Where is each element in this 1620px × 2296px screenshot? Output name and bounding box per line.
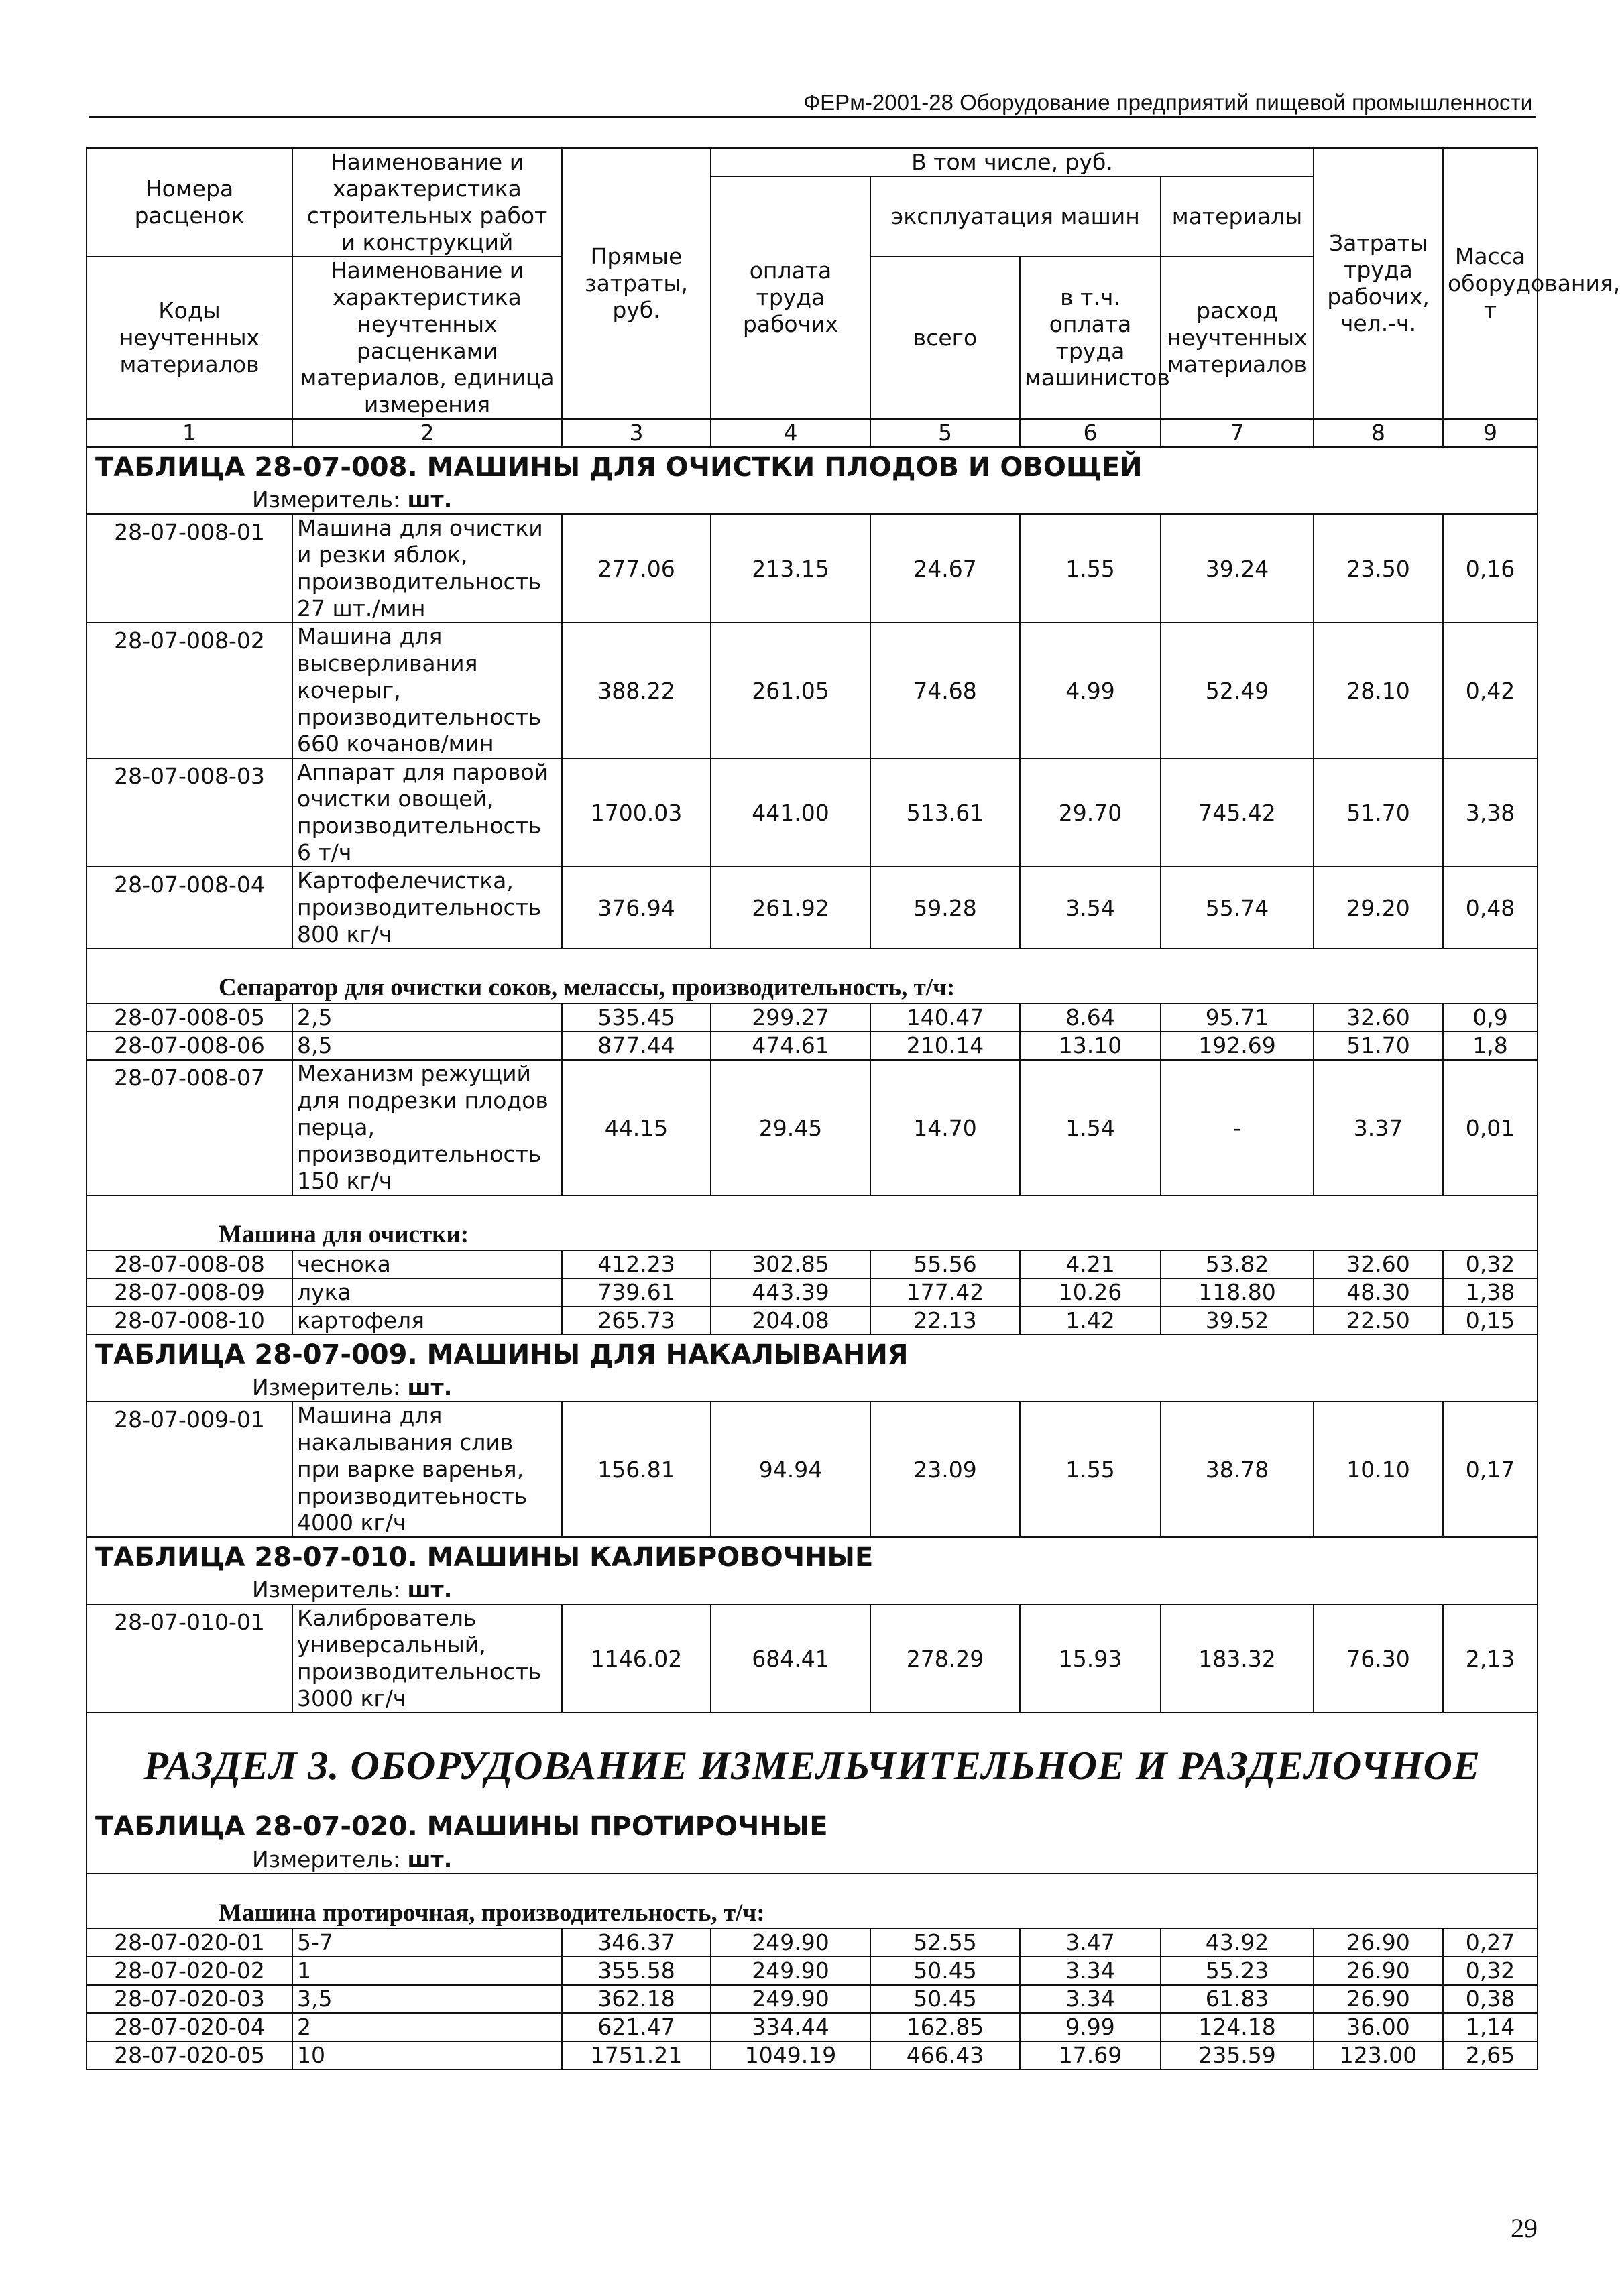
rate-name: Машина для накалывания слив при варке варенья, производитеьность 4000 кг/ч — [292, 1402, 562, 1537]
cell: 52.49 — [1161, 623, 1314, 758]
rate-name: 2,5 — [292, 1004, 562, 1032]
table-title-010: ТАБЛИЦА 28-07-010. МАШИНЫ КАЛИБРОВОЧНЫЕ — [95, 1542, 874, 1573]
cell: 23.50 — [1314, 514, 1443, 623]
cell: 156.81 — [562, 1402, 711, 1537]
cell: 441.00 — [711, 758, 870, 867]
rate-name: Картофелечистка, производительность 800 кг/ч — [292, 867, 562, 949]
cell: 28.10 — [1314, 623, 1443, 758]
cell: 23.09 — [870, 1402, 1020, 1537]
col-head-7: расход неучтенных материалов — [1161, 257, 1314, 419]
subheading-row — [86, 1874, 1538, 1929]
table-row — [86, 1032, 1538, 1060]
rate-code: 28-07-008-08 — [86, 1250, 292, 1278]
rate-name: 2 — [292, 2013, 562, 2041]
rate-code: 28-07-009-01 — [86, 1402, 292, 1537]
cell: 8.64 — [1020, 1004, 1161, 1032]
cell: 0,9 — [1443, 1004, 1538, 1032]
rate-code: 28-07-010-01 — [86, 1604, 292, 1713]
cell: 13.10 — [1020, 1032, 1161, 1060]
rate-code: 28-07-008-09 — [86, 1278, 292, 1307]
rate-name: Аппарат для паровой очистки овощей, производительность 6 т/ч — [292, 758, 562, 867]
meter-020: Измеритель: шт. — [252, 1846, 453, 1872]
rate-code: 28-07-020-02 — [86, 1957, 292, 1985]
cell: 0,38 — [1443, 1985, 1538, 2013]
subheading-cleaning: Машина для очистки: — [219, 1221, 469, 1248]
cell: 376.94 — [562, 867, 711, 949]
table-row — [86, 2041, 1538, 2069]
cell: 362.18 — [562, 1985, 711, 2013]
cell: 261.05 — [711, 623, 870, 758]
cell: 74.68 — [870, 623, 1020, 758]
rate-code: 28-07-008-06 — [86, 1032, 292, 1060]
table-row — [86, 1957, 1538, 1985]
cell: 0,32 — [1443, 1957, 1538, 1985]
table-row — [86, 758, 1538, 867]
cell: 1146.02 — [562, 1604, 711, 1713]
rate-name: Машина для очистки и резки яблок, производительность 27 шт./мин — [292, 514, 562, 623]
col-head-mach: эксплуатация машин — [870, 176, 1161, 257]
table-title-row — [86, 1537, 1538, 1604]
meter-008: Измеритель: шт. — [252, 487, 453, 513]
col-head-5: всего — [870, 257, 1020, 419]
rate-code: 28-07-020-05 — [86, 2041, 292, 2069]
table-row — [86, 1985, 1538, 2013]
cell: 1,38 — [1443, 1278, 1538, 1307]
cell: 24.67 — [870, 514, 1020, 623]
cell: 235.59 — [1161, 2041, 1314, 2069]
cell: 3.34 — [1020, 1985, 1161, 2013]
table-row — [86, 1250, 1538, 1278]
cell: 249.90 — [711, 1957, 870, 1985]
cell: 10.10 — [1314, 1402, 1443, 1537]
cell: 1,8 — [1443, 1032, 1538, 1060]
col-head-3: Прямые затраты, руб. — [562, 148, 711, 419]
rate-code: 28-07-008-01 — [86, 514, 292, 623]
table-row — [86, 1402, 1538, 1537]
cell: 210.14 — [870, 1032, 1020, 1060]
cell: 17.69 — [1020, 2041, 1161, 2069]
cell: 55.56 — [870, 1250, 1020, 1278]
cell: 10.26 — [1020, 1278, 1161, 1307]
table-row — [86, 623, 1538, 758]
cell: 29.45 — [711, 1060, 870, 1195]
section-title: РАЗДЕЛ 3. ОБОРУДОВАНИЕ ИЗМЕЛЬЧИТЕЛЬНОЕ И РАЗДЕЛОЧНОЕ — [143, 1744, 1481, 1788]
cell: 745.42 — [1161, 758, 1314, 867]
cell: 1.42 — [1020, 1307, 1161, 1335]
table-row — [86, 1929, 1538, 1957]
cell: 124.18 — [1161, 2013, 1314, 2041]
rate-name: 3,5 — [292, 1985, 562, 2013]
section-row — [86, 1713, 1538, 1874]
col-num: 1 — [86, 419, 292, 447]
col-head-6: в т.ч. оплата труда машинистов — [1020, 257, 1161, 419]
cell: 183.32 — [1161, 1604, 1314, 1713]
cell: 26.90 — [1314, 1957, 1443, 1985]
header-row-1 — [86, 148, 1538, 176]
col-head-2a: Наименование и характеристика строительных работ и конструкций — [292, 148, 562, 257]
column-numbers-row — [86, 419, 1538, 447]
rate-code: 28-07-020-01 — [86, 1929, 292, 1957]
subheading-row — [86, 949, 1538, 1004]
table-row — [86, 1278, 1538, 1307]
col-head-8: Затраты труда рабочих, чел.-ч. — [1314, 148, 1443, 419]
cell: 0,42 — [1443, 623, 1538, 758]
table-title-008: ТАБЛИЦА 28-07-008. МАШИНЫ ДЛЯ ОЧИСТКИ ПЛОДОВ И ОВОЩЕЙ — [95, 452, 1143, 483]
cell: 249.90 — [711, 1985, 870, 2013]
cell: 39.24 — [1161, 514, 1314, 623]
cell: 3.47 — [1020, 1929, 1161, 1957]
col-head-incl: В том числе, руб. — [711, 148, 1314, 176]
cell: 39.52 — [1161, 1307, 1314, 1335]
rate-name: лука — [292, 1278, 562, 1307]
table-title-row — [86, 447, 1538, 514]
subheading-row — [86, 1195, 1538, 1250]
col-num: 5 — [870, 419, 1020, 447]
cell: 204.08 — [711, 1307, 870, 1335]
cell: 118.80 — [1161, 1278, 1314, 1307]
cell: 0,27 — [1443, 1929, 1538, 1957]
table-row — [86, 867, 1538, 949]
cell: 9.99 — [1020, 2013, 1161, 2041]
cell: 53.82 — [1161, 1250, 1314, 1278]
cell: 14.70 — [870, 1060, 1020, 1195]
rate-name: чеснока — [292, 1250, 562, 1278]
cell: 0,17 — [1443, 1402, 1538, 1537]
table-row — [86, 1004, 1538, 1032]
col-num: 6 — [1020, 419, 1161, 447]
cell: 355.58 — [562, 1957, 711, 1985]
cell: 2,13 — [1443, 1604, 1538, 1713]
cell: 474.61 — [711, 1032, 870, 1060]
cell: 1.55 — [1020, 514, 1161, 623]
cell: 302.85 — [711, 1250, 870, 1278]
col-head-4: оплата труда рабочих — [711, 176, 870, 419]
cell: 140.47 — [870, 1004, 1020, 1032]
cell: 38.78 — [1161, 1402, 1314, 1537]
rate-code: 28-07-008-10 — [86, 1307, 292, 1335]
cell: 466.43 — [870, 2041, 1020, 2069]
rate-code: 28-07-008-05 — [86, 1004, 292, 1032]
page-number: 29 — [1511, 2213, 1538, 2243]
cell: 277.06 — [562, 514, 711, 623]
table-row — [86, 514, 1538, 623]
table-row — [86, 1307, 1538, 1335]
meter-009: Измеритель: шт. — [252, 1374, 453, 1400]
cell: 123.00 — [1314, 2041, 1443, 2069]
cell: 684.41 — [711, 1604, 870, 1713]
table-title-020: ТАБЛИЦА 28-07-020. МАШИНЫ ПРОТИРОЧНЫЕ — [95, 1811, 828, 1842]
cell: 94.94 — [711, 1402, 870, 1537]
col-num: 3 — [562, 419, 711, 447]
cell: 3.54 — [1020, 867, 1161, 949]
cell: 95.71 — [1161, 1004, 1314, 1032]
cell: 1751.21 — [562, 2041, 711, 2069]
cell: 29.20 — [1314, 867, 1443, 949]
col-num: 2 — [292, 419, 562, 447]
cell: 412.23 — [562, 1250, 711, 1278]
col-head-9: Масса оборудования, т — [1443, 148, 1538, 419]
cell: 162.85 — [870, 2013, 1020, 2041]
cell: 55.23 — [1161, 1957, 1314, 1985]
cell: 0,48 — [1443, 867, 1538, 949]
cell: 43.92 — [1161, 1929, 1314, 1957]
cell: 2,65 — [1443, 2041, 1538, 2069]
table-row — [86, 1060, 1538, 1195]
table-title-row — [86, 1335, 1538, 1402]
cell: 15.93 — [1020, 1604, 1161, 1713]
cell: 0,16 — [1443, 514, 1538, 623]
rate-name: картофеля — [292, 1307, 562, 1335]
cell: 50.45 — [870, 1985, 1020, 2013]
cell: 249.90 — [711, 1929, 870, 1957]
cell: 22.13 — [870, 1307, 1020, 1335]
cell: 1.54 — [1020, 1060, 1161, 1195]
rate-name: 10 — [292, 2041, 562, 2069]
cell: 299.27 — [711, 1004, 870, 1032]
cell: 177.42 — [870, 1278, 1020, 1307]
table-row — [86, 2013, 1538, 2041]
cell: 59.28 — [870, 867, 1020, 949]
cell: 76.30 — [1314, 1604, 1443, 1713]
cell: 48.30 — [1314, 1278, 1443, 1307]
cell: 877.44 — [562, 1032, 711, 1060]
cell: 1,14 — [1443, 2013, 1538, 2041]
rate-name: 8,5 — [292, 1032, 562, 1060]
rates-table — [86, 147, 1620, 2070]
cell: 32.60 — [1314, 1004, 1443, 1032]
cell: 0,32 — [1443, 1250, 1538, 1278]
cell: 26.90 — [1314, 1985, 1443, 2013]
rate-name: 5-7 — [292, 1929, 562, 1957]
cell: 36.00 — [1314, 2013, 1443, 2041]
col-head-2b: Наименование и характеристика неучтенных расценками материалов, единица измерения — [292, 257, 562, 419]
cell: 4.21 — [1020, 1250, 1161, 1278]
cell: 22.50 — [1314, 1307, 1443, 1335]
cell: 50.45 — [870, 1957, 1020, 1985]
cell: - — [1161, 1060, 1314, 1195]
rate-code: 28-07-008-07 — [86, 1060, 292, 1195]
rate-code: 28-07-008-04 — [86, 867, 292, 949]
cell: 3.34 — [1020, 1957, 1161, 1985]
cell: 3.37 — [1314, 1060, 1443, 1195]
rate-code: 28-07-020-04 — [86, 2013, 292, 2041]
rate-name: Механизм режущий для подрезки плодов перца, производительность 150 кг/ч — [292, 1060, 562, 1195]
cell: 29.70 — [1020, 758, 1161, 867]
cell: 535.45 — [562, 1004, 711, 1032]
cell: 513.61 — [870, 758, 1020, 867]
cell: 51.70 — [1314, 1032, 1443, 1060]
col-num: 8 — [1314, 419, 1443, 447]
rate-code: 28-07-008-02 — [86, 623, 292, 758]
cell: 346.37 — [562, 1929, 711, 1957]
cell: 26.90 — [1314, 1929, 1443, 1957]
col-head-mat: материалы — [1161, 176, 1314, 257]
col-num: 4 — [711, 419, 870, 447]
cell: 44.15 — [562, 1060, 711, 1195]
col-num: 9 — [1443, 419, 1538, 447]
cell: 0,15 — [1443, 1307, 1538, 1335]
cell: 51.70 — [1314, 758, 1443, 867]
cell: 278.29 — [870, 1604, 1020, 1713]
rate-code: 28-07-020-03 — [86, 1985, 292, 2013]
col-head-1a: Номера расценок — [86, 148, 292, 257]
cell: 1700.03 — [562, 758, 711, 867]
rate-name: 1 — [292, 1957, 562, 1985]
cell: 55.74 — [1161, 867, 1314, 949]
cell: 32.60 — [1314, 1250, 1443, 1278]
rate-name: Калиброватель универсальный, производительность 3000 кг/ч — [292, 1604, 562, 1713]
cell: 621.47 — [562, 2013, 711, 2041]
cell: 261.92 — [711, 867, 870, 949]
cell: 265.73 — [562, 1307, 711, 1335]
cell: 1049.19 — [711, 2041, 870, 2069]
subheading-separator: Сепаратор для очистки соков, мелассы, производительность, т/ч: — [219, 974, 956, 1002]
cell: 213.15 — [711, 514, 870, 623]
meter-010: Измеритель: шт. — [252, 1577, 453, 1603]
cell: 443.39 — [711, 1278, 870, 1307]
table-row — [86, 1604, 1538, 1713]
cell: 739.61 — [562, 1278, 711, 1307]
cell: 61.83 — [1161, 1985, 1314, 2013]
header-title: ФЕРм-2001-28 Оборудование предприятий пищевой промышленности — [803, 90, 1533, 115]
cell: 4.99 — [1020, 623, 1161, 758]
cell: 334.44 — [711, 2013, 870, 2041]
cell: 0,01 — [1443, 1060, 1538, 1195]
col-head-1b: Коды неучтенных материалов — [86, 257, 292, 419]
rate-code: 28-07-008-03 — [86, 758, 292, 867]
cell: 52.55 — [870, 1929, 1020, 1957]
page-header — [89, 89, 1536, 118]
cell: 1.55 — [1020, 1402, 1161, 1537]
cell: 3,38 — [1443, 758, 1538, 867]
subheading-wiping: Машина протирочная, производительность, т/ч: — [219, 1899, 765, 1927]
col-num: 7 — [1161, 419, 1314, 447]
table-title-009: ТАБЛИЦА 28-07-009. МАШИНЫ ДЛЯ НАКАЛЫВАНИЯ — [95, 1339, 909, 1370]
cell: 388.22 — [562, 623, 711, 758]
cell: 192.69 — [1161, 1032, 1314, 1060]
rate-name: Машина для высверливания кочерыг, производительность 660 кочанов/мин — [292, 623, 562, 758]
